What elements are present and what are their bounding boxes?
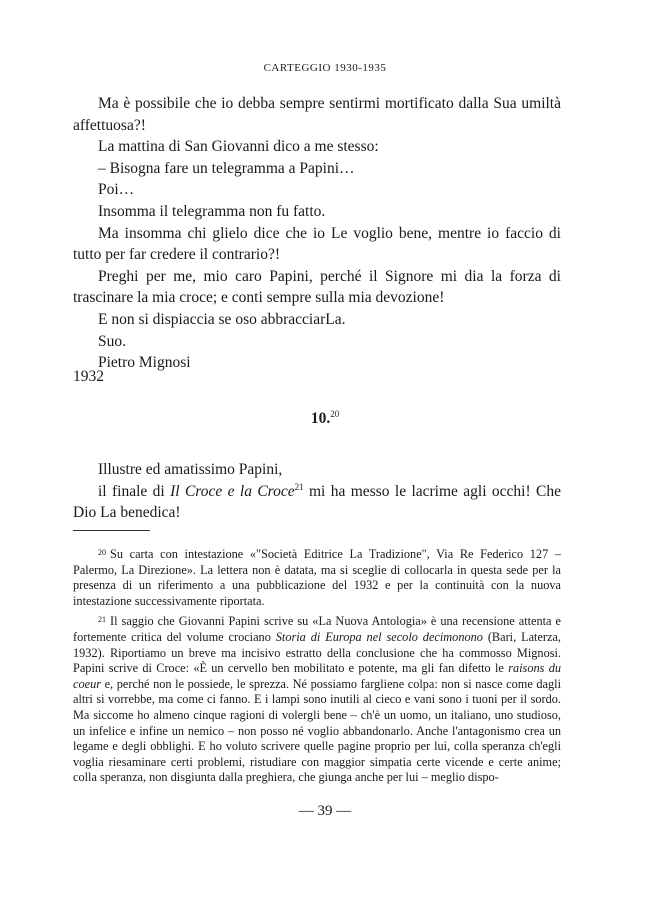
letter-number: 10. bbox=[310, 410, 331, 427]
footnote-text: (Bari, Laterza, 1932). Riportiamo un breve ma incisivo estratto della conclusione che ha commosso Mignosi. Papini scrive di Croce: «È un cervello ben mobilitato e potente, ma gli fan difetto le bbox=[73, 629, 562, 676]
letter-number-heading bbox=[0, 409, 650, 428]
page-number: — 39 — bbox=[298, 803, 352, 819]
letter-paragraph bbox=[73, 481, 561, 524]
letter-paragraph: Ma è possibile che io debba sempre sentirmi mortificato dalla Sua umiltà affettuosa?! bbox=[73, 95, 561, 134]
book-title: Il Croce e la Croce bbox=[170, 482, 295, 500]
year-heading: 1932 bbox=[73, 368, 104, 385]
text-run: il finale di bbox=[98, 482, 171, 500]
letter-greeting: Illustre ed amatissimo Papini, bbox=[98, 461, 283, 478]
letter-body bbox=[73, 93, 561, 374]
footnote-text: e, perché non le possiede, le sprezza. Né possiamo fargliene colpa: non si nasce come dagli altri si vorrebbe, ma come ci fanno. E i lampi sono inutili al cieco e vani sono i tuoni per il sordo. Ma siccome ho almeno cinque ragioni di volergli bene – ch'è un uomo, un italiano, uno studioso, un infelice e infine un nemico – non posso né voglio abbandonarlo. Anche l'antagonismo crea un legame e degli obblighi. E ho voluto scrivere quelle pagine proprio per lui, colla speranza ch'egli voglia riesaminare certi problemi, ristudiare con maggior simpatia certe vicende e certe anime; colla speranza, non disgiunta dalla preghiera, che giunga anche per lui – meglio dispo- bbox=[73, 676, 561, 785]
letter-paragraph: – Bisogna fare un telegramma a Papini… bbox=[98, 159, 355, 177]
footnote-21 bbox=[73, 614, 561, 786]
footnotes bbox=[73, 547, 561, 791]
letter-paragraph: La mattina di San Giovanni dico a me stesso: bbox=[98, 138, 379, 156]
footnote-ref: 20 bbox=[330, 409, 340, 419]
footnote-text: Il saggio che Giovanni Papini scrive su «La Nuova Antologia» è una recensione attenta e fortemente critica del volume crociano bbox=[73, 614, 561, 644]
letter-paragraph: Insomma il telegramma non fu fatto. bbox=[98, 202, 326, 220]
footnote-text: Su carta con intestazione «"Società Editrice La Tradizione", Via Re Federico 127 – Palermo, La Direzione». La lettera non è datata, ma si sceglie di collocarla in questa sede per la presenza di un riferimento a una pubblicazione del 1932 e per la continuità con la nuova intestazione successivamente riportata. bbox=[73, 547, 561, 608]
letter-paragraph: Ma insomma chi glielo dice che io Le voglio bene, mentre io faccio di tutto per far credere il contrario?! bbox=[73, 224, 561, 264]
letter-paragraph: Poi… bbox=[98, 181, 135, 199]
footnote-divider bbox=[73, 530, 150, 531]
letter-closing: Suo. bbox=[98, 332, 126, 350]
footnote-marker: 20 bbox=[98, 548, 106, 557]
footnote-20 bbox=[73, 547, 561, 609]
letter-paragraph: E non si dispiaccia se oso abbracciarLa. bbox=[98, 310, 346, 328]
footnote-ref: 21 bbox=[294, 481, 304, 492]
italic-phrase: raisons du coeur bbox=[73, 661, 562, 691]
letter-body-2 bbox=[73, 459, 561, 524]
text-run: mi ha messo le lacrime agli occhi! Che Dio La benedica! bbox=[73, 482, 561, 522]
running-head: CARTEGGIO 1930-1935 bbox=[263, 62, 387, 74]
letter-signature: Pietro Mignosi bbox=[98, 354, 191, 372]
book-title: Storia di Europa nel secolo decimonono bbox=[275, 629, 483, 644]
letter-paragraph: Preghi per me, mio caro Papini, perché il Signore mi dia la forza di trascinare la mia croce; e conti sempre sulla mia devozione! bbox=[73, 267, 561, 307]
footnote-marker: 21 bbox=[98, 615, 106, 625]
